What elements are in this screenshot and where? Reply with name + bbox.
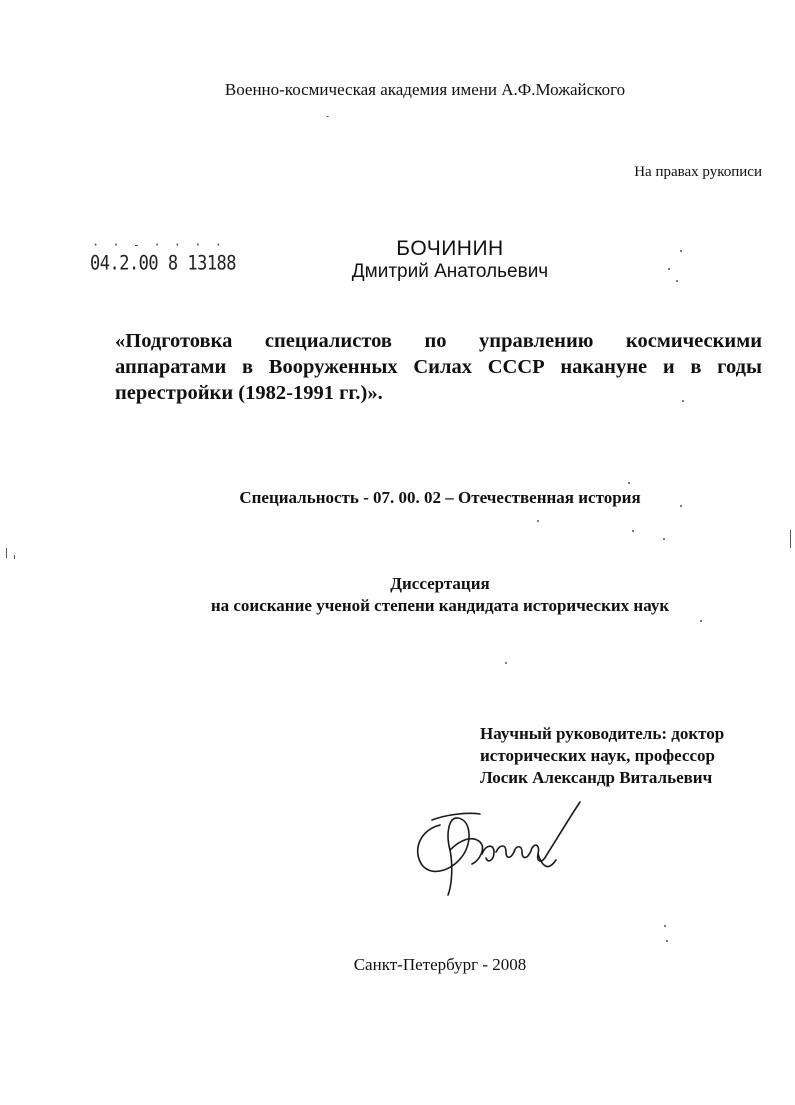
dissertation-degree: на соискание ученой степени кандидата исторических наук	[210, 596, 670, 615]
signature-icon	[410, 790, 600, 905]
scan-speck	[676, 280, 678, 282]
stamp-dots: · · - · · · ·	[92, 238, 225, 252]
scan-speck	[632, 530, 634, 532]
author-surname: БОЧИНИН	[396, 237, 504, 260]
library-stamp-number: 04.2.00 8 13188	[90, 252, 237, 275]
scan-speck	[14, 555, 15, 559]
scan-speck	[6, 548, 7, 558]
scan-speck	[680, 505, 682, 507]
supervisor-line-3: Лосик Александр Витальевич	[480, 768, 713, 787]
scan-speck	[666, 940, 668, 942]
institution-name: Военно-космическая академия имени А.Ф.Можайского	[224, 80, 626, 99]
supervisor-block	[480, 723, 780, 789]
dissertation-label: Диссертация	[390, 574, 490, 593]
scan-speck	[682, 400, 684, 402]
supervisor-line-1: Научный руководитель: доктор	[480, 724, 725, 743]
specialty-line: Специальность - 07. 00. 02 – Отечественная история	[239, 488, 641, 507]
dissertation-title: «Подготовка специалистов по управлению космическими аппаратами в Вооруженных Силах СССР накануне и в годы перестройки (1982-1991 гг.)».	[115, 330, 762, 404]
scan-speck	[668, 268, 670, 270]
supervisor-line-2: исторических наук, профессор	[480, 746, 715, 765]
scan-speck	[663, 538, 665, 540]
scan-speck	[680, 250, 682, 252]
scan-speck	[790, 530, 791, 548]
scan-speck	[505, 662, 507, 664]
scan-speck	[664, 925, 666, 927]
city-year-footer: Санкт-Петербург - 2008	[353, 955, 527, 974]
manuscript-note: На правах рукописи	[634, 164, 762, 180]
scan-speck	[700, 620, 702, 622]
scan-speck	[628, 482, 630, 484]
scan-speck	[326, 116, 329, 117]
author-given-names: Дмитрий Анатольевич	[351, 261, 549, 282]
scan-speck	[537, 520, 539, 522]
